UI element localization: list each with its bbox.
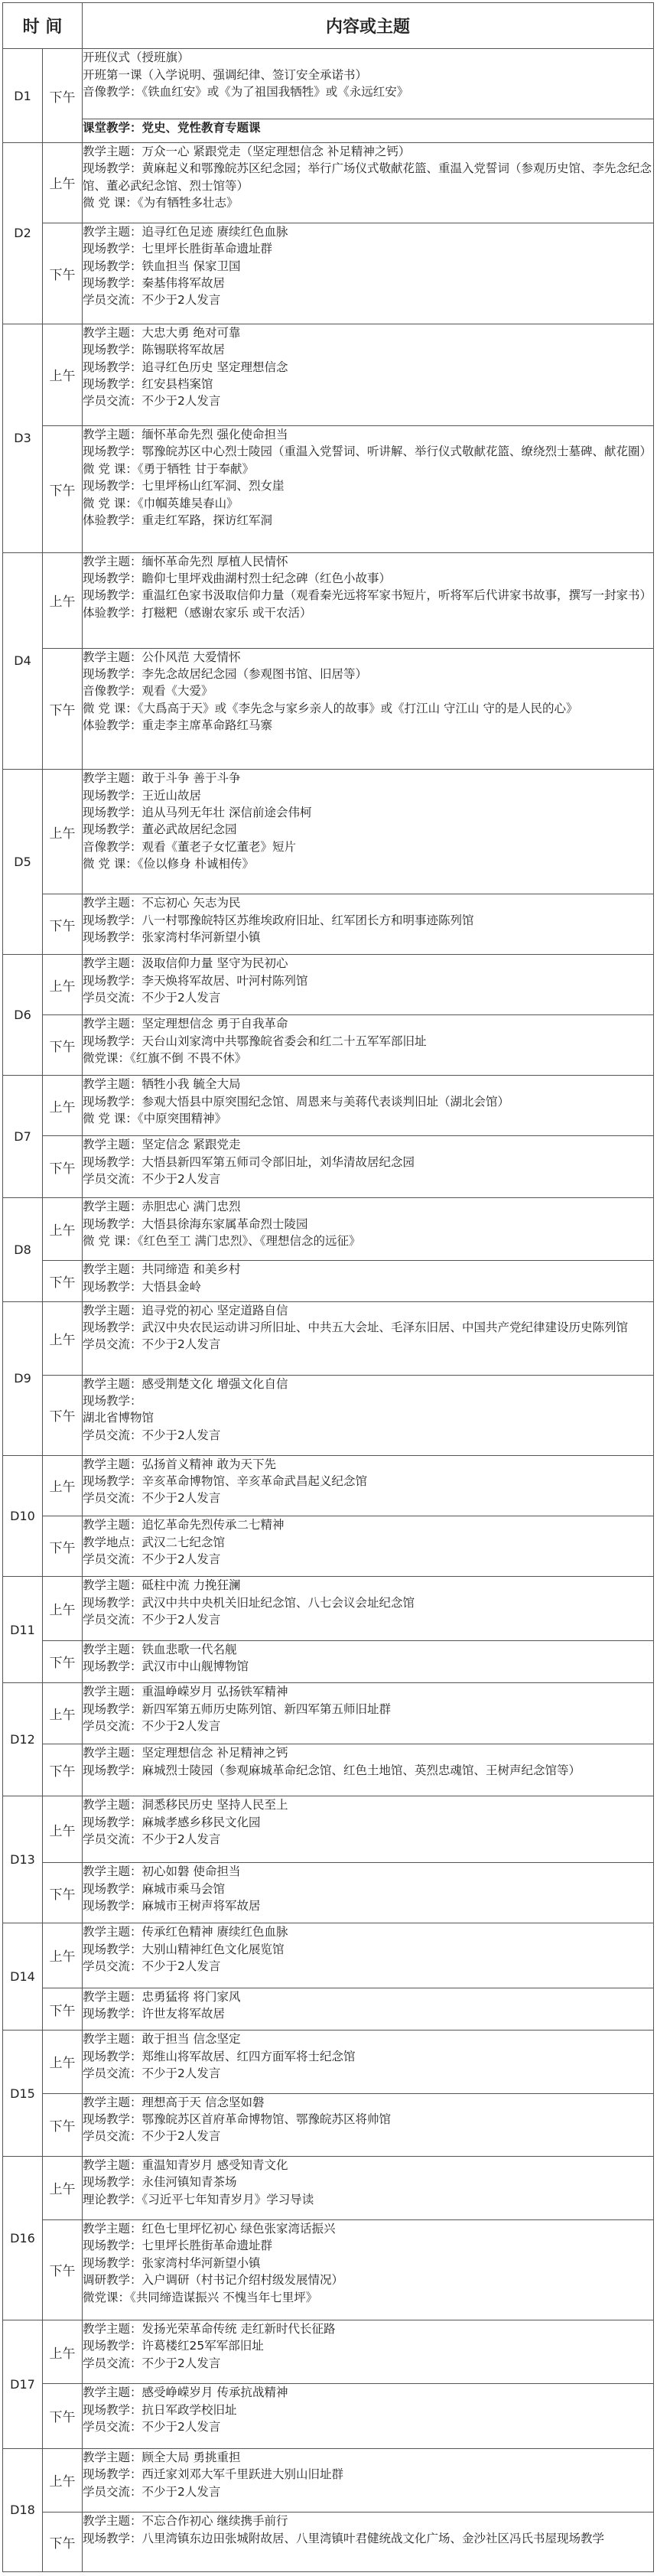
content-line: 现场教学：张家湾村华河新望小镇 [83, 930, 261, 945]
content-line: 体验教学：打糍粑（感谢农家乐 或干农活） [83, 605, 312, 620]
content-line: 现场教学： [83, 1394, 142, 1408]
schedule-row [3, 552, 654, 648]
header-time: 时 间 [3, 3, 83, 49]
session-content [83, 770, 654, 894]
session-label: 下午 [43, 1516, 83, 1577]
schedule-row [3, 425, 654, 552]
schedule-row [3, 49, 654, 119]
content-line: 学员交流：不少于2人发言 [83, 2129, 221, 2144]
day-label: D5 [3, 770, 43, 955]
content-line: 学员交流：不少于2人发言 [83, 1832, 221, 1847]
content-line: 现场教学：李天焕将军故居、叶河村陈列馆 [83, 973, 308, 988]
content-line: 现场教学：张家湾村华河新望小镇 [83, 2255, 261, 2270]
content-line: 现场教学：红安县档案馆 [83, 377, 213, 392]
content-line: 教学主题：重温知青岁月 感受知青文化 [83, 2158, 288, 2172]
session-content [83, 1261, 654, 1301]
content-line: 现场教学：郑维山将军故居、红四方面军将士纪念馆 [83, 2049, 356, 2063]
day-label: D11 [3, 1577, 43, 1683]
content-line: 体验教学：重走红军路，探访红军洞 [83, 513, 273, 527]
schedule-row [3, 894, 654, 955]
content-line: 现场教学：黄麻起义和鄂豫皖苏区纪念园；举行广场仪式敬献花篮、重温入党誓词（参观历史馆、李先念纪念馆、董必武纪念馆、烈士馆等） [83, 161, 652, 193]
content-line: 学员交流：不少于2人发言 [83, 1491, 221, 1506]
session-label: 上午 [43, 1455, 83, 1516]
schedule-row [3, 1015, 654, 1076]
day-label: D8 [3, 1198, 43, 1301]
content-line: 学员交流：不少于2人发言 [83, 1613, 221, 1627]
content-line: 现场教学：七里坪长胜街革命遗址群 [83, 2239, 273, 2253]
content-line: 现场教学：武汉中央农民运动讲习所旧址、中共五大会址、毛泽东旧居、中国共产党纪律建设历史陈列馆 [83, 1320, 629, 1334]
content-line: 微党课：《红旗不倒 不畏不休》 [83, 1051, 247, 1066]
content-line: 现场教学：天台山刘家湾中共鄂豫皖省委会和红二十五军军部旧址 [83, 1034, 427, 1048]
session-content [83, 1375, 654, 1455]
schedule-row [3, 1863, 654, 1923]
session-label: 上午 [43, 955, 83, 1015]
content-line: 教学主题：汲取信仰力量 坚守为民初心 [83, 956, 288, 971]
content-line: 微 党 课：《巾帼英雄吴春山》 [83, 496, 239, 510]
session-label: 下午 [43, 2093, 83, 2156]
session-content [83, 223, 654, 324]
content-line: 教学主题：洞悉移民历史 坚持人民至上 [83, 1798, 288, 1812]
session-content [83, 2220, 654, 2320]
content-line: 学员交流：不少于2人发言 [83, 1428, 221, 1442]
schedule-row [3, 2093, 654, 2156]
day-label: D4 [3, 552, 43, 770]
session-label: 上午 [43, 1796, 83, 1863]
content-line: 微 党 课：《中原突围精神》 [83, 1112, 227, 1126]
session-label: 上午 [43, 1076, 83, 1136]
content-line: 学员交流：不少于2人发言 [83, 293, 221, 308]
content-line: 微 党 课：《俭以修身 朴诚相传》 [83, 857, 255, 871]
session-label: 下午 [43, 1744, 83, 1796]
schedule-row [3, 955, 654, 1015]
day-label: D16 [3, 2156, 43, 2320]
content-line: 教学主题：初心如磐 使命担当 [83, 1864, 241, 1879]
content-line: 现场教学：铁血担当 保家卫国 [83, 259, 241, 273]
content-line: 微 党 课：《为有牺牲多壮志》 [83, 196, 239, 210]
schedule-row [3, 770, 654, 894]
schedule-row [3, 2448, 654, 2512]
content-line: 教学主题：坚定信念 紧跟党走 [83, 1138, 241, 1152]
content-line: 音像教学：观看《大爱》 [83, 684, 213, 699]
session-content [83, 1516, 654, 1577]
schedule-row [3, 2512, 654, 2572]
content-line: 现场教学：辛亥革命博物馆、辛亥革命武昌起义纪念馆 [83, 1474, 368, 1488]
schedule-body [3, 3, 654, 2572]
content-line: 现场教学：瞻仰七里坪戏曲湖村烈士纪念碑（红色小故事） [83, 571, 392, 585]
session-label: 下午 [43, 1136, 83, 1198]
schedule-row [3, 1198, 654, 1261]
session-content [83, 1301, 654, 1375]
content-line: 音像教学：观看《董老子女忆董老》短片 [83, 839, 297, 854]
content-line: 教学主题：大忠大勇 绝对可靠 [83, 325, 241, 340]
session-label: 下午 [43, 648, 83, 770]
session-content [83, 1640, 654, 1683]
content-line: 教学主题：缅怀革命先烈 强化使命担当 [83, 427, 288, 441]
content-line: 现场教学：王近山故居 [83, 788, 202, 803]
content-line: 学员交流：不少于2人发言 [83, 2420, 221, 2434]
day-label: D9 [3, 1301, 43, 1455]
session-label: 下午 [43, 223, 83, 324]
content-line: 现场教学：大悟县新四军第五师司令部旧址，刘华清故居纪念园 [83, 1154, 415, 1169]
content-line: 教学主题：顾全大局 勇挑重担 [83, 2450, 241, 2464]
session-label: 下午 [43, 425, 83, 552]
session-content [83, 1796, 654, 1863]
content-line: 教学主题：坚定理想信念 补足精神之钙 [83, 1746, 288, 1760]
content-line: 教学主题：传承红色精神 赓续红色血脉 [83, 1925, 288, 1939]
content-line: 教学主题：追寻红色足迹 赓续红色血脉 [83, 224, 288, 239]
session-content [83, 2093, 654, 2156]
session-content [83, 1988, 654, 2031]
session-label: 上午 [43, 770, 83, 894]
content-line: 现场教学：麻城孝感乡移民文化园 [83, 1815, 261, 1829]
session-label: 上午 [43, 1683, 83, 1744]
content-line: 教学主题：感受荆楚文化 增强文化自信 [83, 1376, 288, 1391]
session-label: 上午 [43, 552, 83, 648]
session-content [83, 2512, 654, 2572]
schedule-table [2, 2, 654, 2572]
content-line: 学员交流：不少于2人发言 [83, 394, 221, 409]
schedule-row [3, 324, 654, 425]
content-line: 现场教学：七里坪杨山红军洞、烈女崖 [83, 479, 285, 493]
content-line: 学员交流：不少于2人发言 [83, 2356, 221, 2370]
content-line: 现场教学：重温红色家书汲取信仰力量（观看秦光远将军家书短片，听将军后代讲家书故事，撰写一封家书） [83, 588, 652, 603]
content-line: 学员交流：不少于2人发言 [83, 1552, 221, 1567]
session-label: 下午 [43, 1015, 83, 1076]
content-line: 教学地点：武汉二七纪念馆 [83, 1535, 226, 1549]
schedule-row [3, 1577, 654, 1640]
schedule-row [3, 2031, 654, 2093]
content-line: 教学主题：敢于斗争 善于斗争 [83, 771, 241, 786]
session-content [83, 2448, 654, 2512]
content-line: 现场教学：许葛楼红25军军部旧址 [83, 2339, 264, 2353]
day-label: D13 [3, 1796, 43, 1923]
session-content [83, 119, 654, 142]
content-line: 教学主题：重温峥嵘岁月 弘扬铁军精神 [83, 1685, 288, 1699]
content-line: 课堂教学：党史、党性教育专题课 [83, 120, 261, 135]
session-content [83, 324, 654, 425]
content-line: 湖北省博物馆 [83, 1411, 154, 1425]
day-label: D18 [3, 2448, 43, 2571]
session-content [83, 1015, 654, 1076]
content-line: 现场教学：大悟县徐海东家属革命烈士陵园 [83, 1216, 308, 1231]
content-line: 教学主题：弘扬首义精神 敢为天下先 [83, 1457, 276, 1471]
session-content [83, 2320, 654, 2383]
session-content [83, 1198, 654, 1261]
content-line: 现场教学：鄂豫皖苏区中心烈士陵园（重温入党誓词、听讲解、举行仪式敬献花篮、缭绕烈士墓碑、献花圈） [83, 445, 652, 459]
schedule-row [3, 119, 654, 142]
content-line: 调研教学：入户调研（村书记介绍村级发展情况） [83, 2273, 344, 2288]
content-line: 现场教学：董必武故居纪念园 [83, 822, 237, 837]
content-line: 教学主题：追寻党的初心 坚定道路自信 [83, 1303, 288, 1317]
content-line: 教学主题：红色七里坪忆初心 绿色张家湾话振兴 [83, 2222, 336, 2236]
day-label: D15 [3, 2031, 43, 2156]
schedule-row [3, 223, 654, 324]
schedule-row [3, 648, 654, 770]
content-line: 现场教学：追寻红色历史 坚定理想信念 [83, 360, 288, 374]
session-label: 下午 [43, 2512, 83, 2572]
content-line: 现场教学：许世友将军故居 [83, 2007, 226, 2021]
schedule-row [3, 1988, 654, 2031]
schedule-row [3, 2384, 654, 2449]
content-line: 现场教学：西迁家刘邓大军千里跃进大别山旧址群 [83, 2467, 344, 2482]
day-label: D6 [3, 955, 43, 1076]
header-content: 内容或主题 [83, 3, 654, 49]
day-label: D1 [3, 49, 43, 143]
content-line: 现场教学：大别山精神红色文化展览馆 [83, 1942, 285, 1956]
session-label: 上午 [43, 142, 83, 223]
session-content [83, 648, 654, 770]
content-line: 现场教学：麻城市王树声将军故居 [83, 1899, 261, 1913]
day-label: D2 [3, 142, 43, 324]
session-content [83, 425, 654, 552]
session-label: 上午 [43, 2156, 83, 2219]
session-label: 上午 [43, 1577, 83, 1640]
session-label: 上午 [43, 2448, 83, 2512]
content-line: 现场教学：麻城烈士陵园（参观麻城革命纪念馆、红色土地馆、英烈忠魂馆、王树声纪念馆等） [83, 1763, 581, 1777]
session-content [83, 2156, 654, 2219]
session-label: 上午 [43, 1301, 83, 1375]
day-label: D12 [3, 1683, 43, 1796]
content-line: 微党课：《共同缔造谋振兴 不愧当年七里坪》 [83, 2290, 318, 2304]
content-line: 教学主题：不忘初心 矢志为民 [83, 896, 241, 910]
content-line: 现场教学：鄂豫皖苏区首府革命博物馆、鄂豫皖苏区将帅馆 [83, 2112, 392, 2126]
schedule-row [3, 1683, 654, 1744]
session-label: 上午 [43, 2320, 83, 2383]
content-line: 教学主题：公仆风范 大爱情怀 [83, 650, 241, 664]
content-line: 微 党 课：《红色至工 满门忠烈》、《理想信念的远征》 [83, 1234, 361, 1249]
day-label: D17 [3, 2320, 43, 2448]
schedule-row [3, 1076, 654, 1136]
session-label: 上午 [43, 2031, 83, 2093]
session-label: 上午 [43, 1198, 83, 1261]
content-line: 教学主题：共同缔造 和美乡村 [83, 1262, 241, 1277]
session-label: 下午 [43, 1988, 83, 2031]
content-line: 现场教学：李先念故居纪念园（参观图书馆、旧居等） [83, 666, 368, 681]
session-content [83, 1863, 654, 1923]
schedule-row [3, 1261, 654, 1301]
session-label: 下午 [43, 1640, 83, 1683]
schedule-row [3, 1301, 654, 1375]
content-line: 教学主题：敢于担当 信念坚定 [83, 2032, 241, 2047]
content-line: 学员交流：不少于2人发言 [83, 2066, 221, 2081]
content-line: 学员交流：不少于2人发言 [83, 2484, 221, 2499]
schedule-row [3, 1375, 654, 1455]
content-line: 学员交流：不少于2人发言 [83, 1172, 221, 1187]
day-label: D7 [3, 1076, 43, 1198]
schedule-row [3, 142, 654, 223]
content-line: 学员交流：不少于2人发言 [83, 991, 221, 1005]
content-line: 开班仪式（授班旗） [83, 50, 190, 65]
content-line: 教学主题：感受峥嵘岁月 传承抗战精神 [83, 2385, 288, 2400]
content-line: 教学主题：赤胆忠心 满门忠烈 [83, 1200, 241, 1214]
content-line: 现场教学：参观大悟县中原突围纪念馆、周恩来与美蒋代表谈判旧址（湖北会馆） [83, 1094, 510, 1109]
content-line: 现场教学：麻城市乘马会馆 [83, 1881, 226, 1896]
content-line: 教学主题：忠勇猛将 将门家风 [83, 1989, 241, 2004]
content-line: 现场教学：大悟县金岭 [83, 1279, 202, 1294]
content-line: 开班第一课（入学说明、强调纪律、签订安全承诺书） [83, 67, 368, 82]
session-content [83, 1455, 654, 1516]
session-content [83, 552, 654, 648]
content-line: 教学主题：追忆革命先烈传承二七精神 [83, 1518, 285, 1532]
session-content [83, 1683, 654, 1744]
content-line: 微 党 课：《勇于牺牲 甘于奉献》 [83, 461, 255, 476]
session-content [83, 1136, 654, 1198]
content-line: 现场教学：陈锡联将军故居 [83, 343, 226, 357]
content-line: 教学主题：坚定理想信念 勇于自我革命 [83, 1017, 288, 1031]
day-label: D10 [3, 1455, 43, 1577]
content-line: 教学主题：不忘合作初心 继续携手前行 [83, 2514, 288, 2529]
session-content [83, 1923, 654, 1988]
session-label: 下午 [43, 1375, 83, 1455]
schedule-row [3, 2156, 654, 2219]
schedule-row [3, 1923, 654, 1988]
session-content [83, 1076, 654, 1136]
session-content [83, 894, 654, 955]
day-label: D3 [3, 324, 43, 552]
session-label: 下午 [43, 2384, 83, 2449]
session-content [83, 2031, 654, 2093]
schedule-row [3, 1455, 654, 1516]
schedule-row [3, 1640, 654, 1683]
session-content [83, 1577, 654, 1640]
content-line: 现场教学：武汉中共中央机关旧址纪念馆、八七会议会址纪念馆 [83, 1595, 415, 1610]
content-line: 微 党 课：《大爲高于天》或《李先念与家乡亲人的故事》或《打江山 守江山 守的是人民的心》 [83, 701, 578, 715]
schedule-row [3, 2220, 654, 2320]
content-line: 现场教学：新四军第五师历史陈列馆、新四军第五师旧址群 [83, 1702, 392, 1716]
header-row [3, 3, 654, 49]
content-line: 教学主题：缅怀革命先烈 厚植人民情怀 [83, 554, 288, 568]
session-label: 下午 [43, 1261, 83, 1301]
content-line: 现场教学：永佳河镇知青茶场 [83, 2175, 237, 2190]
session-label: 下午 [43, 1863, 83, 1923]
session-content [83, 142, 654, 223]
session-content [83, 49, 654, 119]
day-label: D14 [3, 1923, 43, 2031]
schedule-row [3, 1136, 654, 1198]
content-line: 教学主题：发扬光荣革命传统 走红新时代长征路 [83, 2321, 336, 2336]
content-line: 教学主题：铁血悲歌一代名舰 [83, 1642, 237, 1656]
content-line: 学员交流：不少于2人发言 [83, 1719, 221, 1734]
session-content [83, 2384, 654, 2449]
session-label: 上午 [43, 1923, 83, 1988]
content-line: 音像教学：《铁血红安》或《为了祖国我牺牲》或《永远红安》 [83, 85, 409, 99]
content-line: 现场教学：武汉市中山舰博物馆 [83, 1659, 249, 1674]
content-line: 现场教学：八里湾镇东边田张城附故居、八里湾镇叶君健统战文化广场、金沙社区冯氏书屋现场教学 [83, 2531, 605, 2545]
content-line: 学员交流：不少于2人发言 [83, 1959, 221, 1974]
content-line: 现场教学：七里坪长胜街革命遗址群 [83, 242, 273, 256]
session-label: 下午 [43, 49, 83, 143]
session-label: 下午 [43, 2220, 83, 2320]
schedule-row [3, 1796, 654, 1863]
session-label: 下午 [43, 894, 83, 955]
content-line: 现场教学：抗日军政学校旧址 [83, 2402, 237, 2417]
content-line: 现场教学：追从马列无年壮 深信前途会伟柯 [83, 805, 312, 819]
content-line: 体验教学：重走李主席革命路红马寨 [83, 718, 273, 733]
content-line: 教学主题：砥柱中流 力挽狂澜 [83, 1578, 241, 1593]
session-label: 上午 [43, 324, 83, 425]
content-line: 理论教学：《习近平七年知青岁月》学习导读 [83, 2192, 314, 2206]
session-content [83, 955, 654, 1015]
schedule-row [3, 1744, 654, 1796]
content-line: 教学主题：理想高于天 信念坚如磐 [83, 2095, 265, 2109]
content-line: 教学主题：牺牲小我 毓全大局 [83, 1077, 241, 1092]
schedule-row [3, 1516, 654, 1577]
session-content [83, 1744, 654, 1796]
content-line: 学员交流：不少于2人发言 [83, 1337, 221, 1352]
schedule-row [3, 2320, 654, 2383]
content-line: 教学主题：万众一心 紧跟党走（坚定理想信念 补足精神之钙） [83, 144, 411, 158]
content-line: 现场教学：八一村鄂豫皖特区苏维埃政府旧址、红军团长方和明事迹陈列馆 [83, 913, 474, 927]
content-line: 现场教学：秦基伟将军故居 [83, 276, 226, 291]
